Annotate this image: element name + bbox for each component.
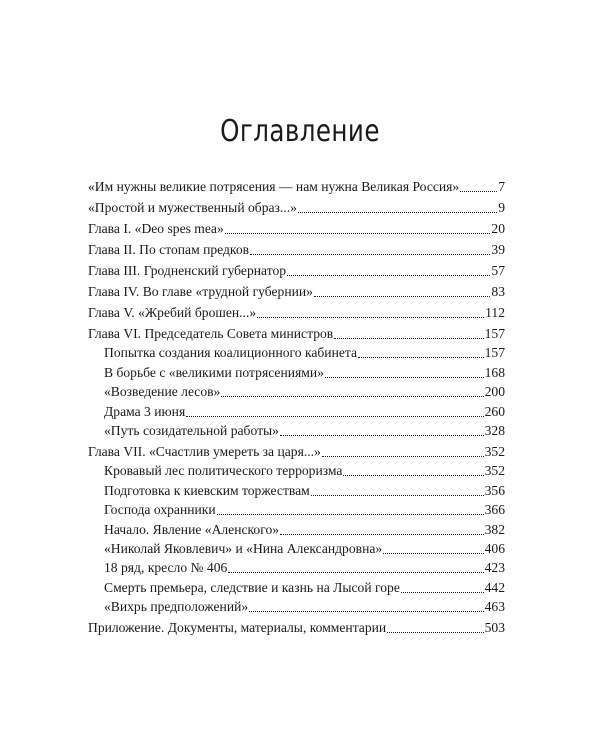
- toc-page-number: 503: [484, 620, 505, 636]
- toc-subentry: [88, 538, 505, 557]
- toc-page-number: 352: [484, 443, 505, 459]
- dot-leader: [358, 357, 484, 358]
- toc-page-number: 352: [484, 463, 505, 479]
- toc-entry-title: Глава IV. Во главе «трудной губернии»: [88, 284, 313, 299]
- toc-entry-title: «Путь созидательной работы»: [104, 422, 279, 438]
- toc-page-number: 83: [491, 284, 505, 299]
- dot-leader: [250, 254, 490, 255]
- toc-entry-title: «Возведение лесов»: [104, 384, 221, 400]
- toc-entry-title: Попытка создания коалиционного кабинета: [104, 345, 358, 361]
- toc-entry-title: Глава VI. Председатель Совета министров: [88, 326, 334, 341]
- toc-subentry: [88, 361, 505, 380]
- toc-subentry: [88, 576, 505, 595]
- dot-leader: [280, 435, 484, 436]
- dot-leader: [228, 572, 483, 573]
- toc-page-number: 9: [498, 200, 505, 215]
- toc-page-number: 423: [484, 560, 505, 576]
- page-title: Оглавление: [220, 114, 380, 149]
- dot-leader: [343, 475, 483, 476]
- toc-page-number: 200: [484, 384, 505, 400]
- dot-leader: [287, 275, 490, 276]
- toc-subentry: [88, 499, 505, 518]
- dot-leader: [186, 416, 483, 417]
- dot-leader: [401, 592, 484, 593]
- toc-subentry: [88, 460, 505, 479]
- toc-entry-title: Смерть премьера, следствие и казнь на Лысой горе: [104, 579, 400, 595]
- toc-subentry: [88, 420, 505, 439]
- toc-entry: [88, 216, 505, 237]
- toc-page-number: 366: [484, 502, 505, 518]
- dot-leader: [334, 338, 483, 339]
- toc-subentry: [88, 381, 505, 400]
- toc-entry-title: Господа охранники: [104, 502, 216, 518]
- toc-entry-title: Глава V. «Жребий брошен...»: [88, 305, 257, 320]
- dot-leader: [387, 632, 483, 633]
- dot-leader: [460, 191, 497, 192]
- toc-subentry: [88, 596, 505, 615]
- toc-page-number: 356: [484, 482, 505, 498]
- toc-entry-title: Драма 3 июня: [104, 403, 186, 419]
- dot-leader: [311, 495, 484, 496]
- dot-leader: [322, 456, 484, 457]
- dot-leader: [249, 611, 483, 612]
- toc-entry-title: «Им нужны великие потрясения — нам нужна Великая Россия»: [88, 179, 460, 194]
- dot-leader: [225, 233, 491, 234]
- toc-page-number: 157: [484, 345, 505, 361]
- toc-entry: [88, 300, 505, 321]
- toc-page-number: 157: [484, 326, 505, 341]
- toc-page-number: 39: [491, 242, 505, 257]
- toc-entry: [88, 195, 505, 216]
- toc-page-number: 168: [484, 364, 505, 380]
- toc-entry-title: Глава VII. «Счастлив умереть за царя...»: [88, 443, 321, 459]
- toc-entry-title: Начало. Явление «Аленского»: [104, 521, 280, 537]
- dot-leader: [383, 553, 483, 554]
- toc-entry-title: 18 ряд, кресло № 406: [104, 560, 228, 576]
- toc-page-number: 260: [484, 403, 505, 419]
- toc-subentry: [88, 557, 505, 576]
- toc-page-number: 406: [484, 540, 505, 556]
- toc-entry: [88, 258, 505, 279]
- toc-subentry: [88, 342, 505, 361]
- toc-entry: [88, 279, 505, 300]
- toc-page-number: 20: [491, 221, 505, 236]
- dot-leader: [217, 514, 484, 515]
- toc-entry: [88, 174, 505, 195]
- dot-leader: [257, 317, 484, 318]
- toc-entry-title: В борьбе с «великими потрясениями»: [104, 364, 324, 380]
- toc-entry: [88, 615, 505, 636]
- toc-page-number: 382: [484, 521, 505, 537]
- dot-leader: [325, 377, 484, 378]
- toc-entry-title: Подготовка к киевским торжествам: [104, 482, 310, 498]
- toc-entry: [88, 321, 505, 342]
- toc-entry-title: «Вихрь предположений»: [104, 599, 249, 615]
- dot-leader: [221, 396, 483, 397]
- dot-leader: [298, 212, 497, 213]
- toc-page-number: 112: [485, 305, 505, 320]
- toc-entry: [88, 237, 505, 258]
- toc-page-number: 7: [498, 179, 505, 194]
- table-of-contents: [88, 174, 505, 636]
- toc-entry: [88, 439, 505, 460]
- toc-subentry: [88, 400, 505, 419]
- toc-entry-title: «Простой и мужественный образ...»: [88, 200, 297, 215]
- toc-subentry: [88, 479, 505, 498]
- toc-subentry: [88, 518, 505, 537]
- dot-leader: [280, 534, 484, 535]
- toc-entry-title: «Николай Яковлевич» и «Нина Александровна»: [104, 540, 383, 556]
- toc-page-number: 463: [484, 599, 505, 615]
- toc-entry-title: Глава II. По стопам предков: [88, 242, 250, 257]
- toc-entry-title: Приложение. Документы, материалы, комментарии: [88, 620, 387, 636]
- toc-page-number: 328: [484, 422, 505, 438]
- toc-entry-title: Глава III. Гродненский губернатор: [88, 263, 287, 278]
- toc-entry-title: Глава I. «Deo spes mea»: [88, 221, 224, 236]
- toc-page-number: 442: [484, 579, 505, 595]
- dot-leader: [314, 296, 490, 297]
- toc-page-number: 57: [491, 263, 505, 278]
- toc-entry-title: Кровавый лес политического терроризма: [104, 463, 343, 479]
